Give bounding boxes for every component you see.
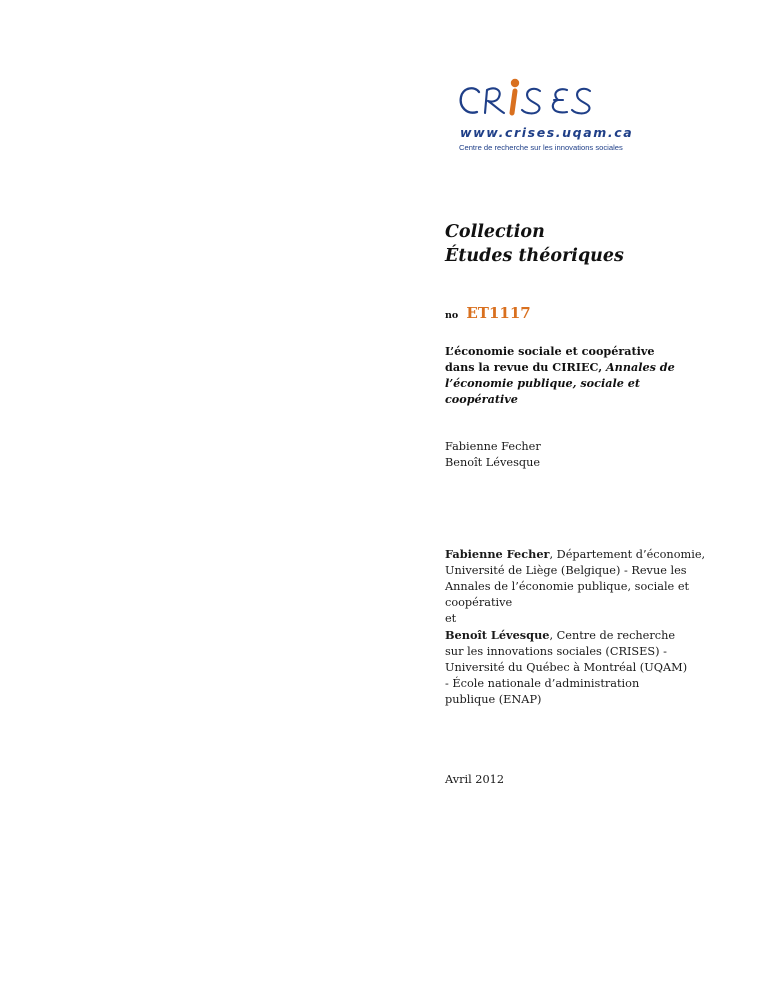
- logo-url: www.crises.uqam.ca: [460, 125, 634, 140]
- collection-line-1: Collection: [445, 222, 545, 242]
- affiliation-text: , Centre de recherche: [549, 629, 676, 642]
- collection-title: [445, 220, 745, 268]
- crises-logo-mark: [455, 72, 635, 124]
- author-list: [445, 439, 745, 471]
- affiliation-connector: et: [445, 612, 457, 625]
- publication-date: Avril 2012: [445, 773, 505, 786]
- affiliation-line: sur les innovations sociales (CRISES) -: [445, 645, 667, 658]
- collection-line-2: Études théoriques: [445, 246, 624, 266]
- affiliations: [445, 546, 735, 708]
- report-number-label: no: [445, 310, 459, 321]
- affiliation-author-1: Fabienne Fecher: [445, 547, 550, 561]
- affiliation-line: [445, 546, 735, 563]
- affiliation-line: Université de Liège (Belgique) - Revue les: [445, 564, 687, 577]
- affiliation-line: - École nationale d’administration: [445, 677, 640, 690]
- document-title-main: L’économie sociale et coopérative dans la revue du CIRIEC,: [445, 344, 655, 374]
- affiliation-author-2: Benoît Lévesque: [445, 628, 550, 642]
- affiliation-line: Université du Québec à Montréal (UQAM): [445, 661, 688, 674]
- affiliation-text: , Département d’économie,: [549, 548, 706, 561]
- affiliation-line: [445, 627, 735, 644]
- author-name: Fabienne Fecher: [445, 440, 541, 453]
- crises-logo: [455, 72, 635, 156]
- report-number: [445, 303, 745, 322]
- logo-tagline: Centre de recherche sur les innovations sociales: [459, 143, 623, 152]
- affiliation-line: Annales de l’économie publique, sociale et: [445, 580, 690, 593]
- affiliation-line: coopérative: [445, 596, 513, 609]
- document-title-journal: Annales de l’économie publique, sociale et coopérative: [445, 360, 675, 406]
- report-number-value: ET1117: [466, 304, 531, 322]
- document-title: [445, 343, 685, 407]
- author-name: Benoît Lévesque: [445, 456, 541, 469]
- affiliation-line: publique (ENAP): [445, 693, 542, 706]
